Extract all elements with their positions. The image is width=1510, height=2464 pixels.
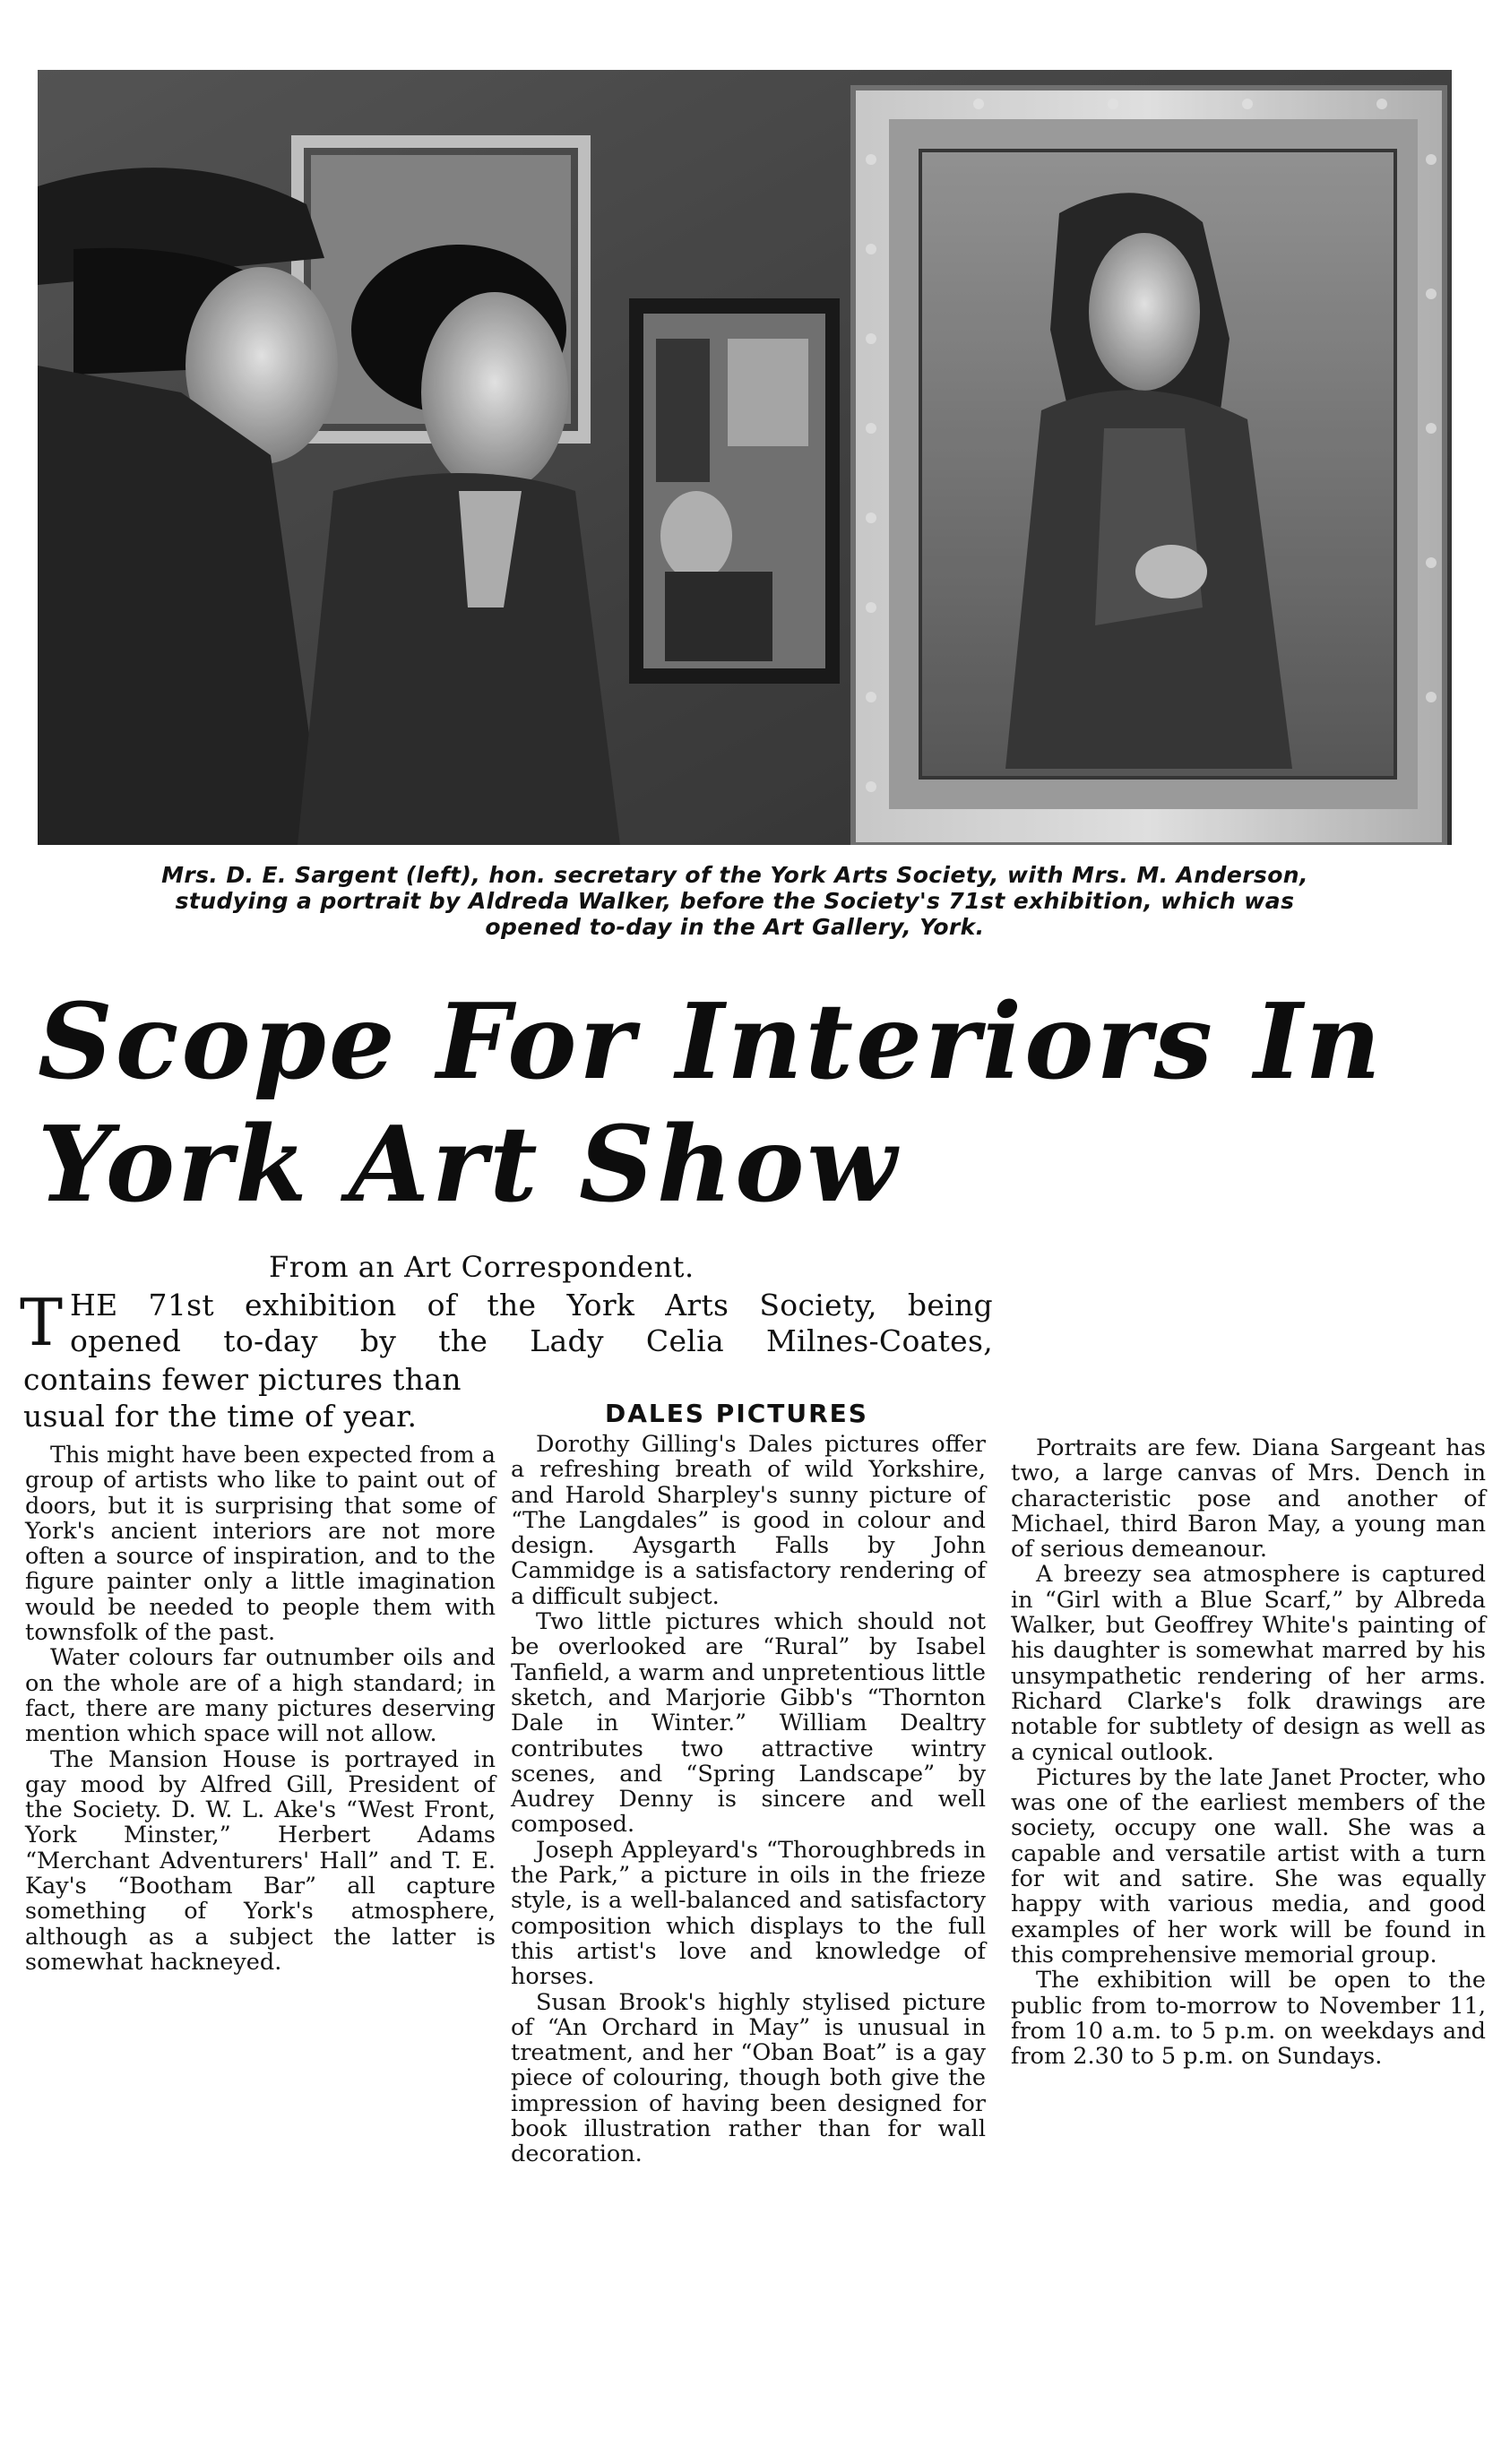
paragraph: Susan Brook's highly stylised picture of “An Orchard in May” is unusual in treatment, and her “Oban Boat” is a gay piece of colouring, though both give the impression of having been designed for book illustration rather than for wall decoration. bbox=[511, 1988, 986, 2168]
intro-line: opened to-day by the Lady Celia Milnes-Coates, bbox=[70, 1323, 993, 1358]
news-photograph bbox=[38, 70, 1452, 845]
caption-line: studying a portrait by Aldreda Walker, before the Society's 71st exhibition, which was bbox=[175, 888, 1295, 914]
intro-line: HE 71st exhibition of the York Arts Society, being bbox=[70, 1288, 993, 1322]
drop-cap: T bbox=[20, 1285, 64, 1360]
text-column-3 bbox=[1011, 1435, 1486, 2069]
headline-line: York Art Show bbox=[38, 1104, 900, 1226]
article-headline bbox=[38, 981, 1471, 1227]
headline-line: Scope For Interiors In bbox=[38, 981, 1384, 1103]
text-column-1 bbox=[25, 1443, 496, 1975]
paragraph: The Mansion House is portrayed in gay mood by Alfred Gill, President of the Society. D. W. L. Ake's “West Front, York Minster,” Herbert Adams “Merchant Adventurers' Hall” and T. E. Kay's “Bootham Bar” all capture something of York's atmosphere, although as a subject the latter is somewhat hackneyed. bbox=[25, 1745, 496, 1976]
section-subhead: DALES PICTURES bbox=[605, 1399, 868, 1428]
paragraph: Two little pictures which should not be overlooked are “Rural” by Isabel Tanfield, a warm and unpretentious little sketch, and Marjorie Gibb's “Thornton Dale in Winter.” William Dealtry contributes two attractive wintry scenes, and “Spring Landscape” by Audrey Denny is sincere and well composed. bbox=[511, 1608, 986, 1839]
paragraph: Water colours far outnumber oils and on the whole are of a high standard; in fact, there are many pictures deserving mention which space will not allow. bbox=[25, 1644, 496, 1748]
intro-line: usual for the time of year. bbox=[23, 1399, 418, 1434]
text-column-2 bbox=[511, 1432, 986, 2167]
photo-caption bbox=[54, 862, 1416, 940]
paragraph: Joseph Appleyard's “Thoroughbreds in the Park,” a picture in oils in the frieze style, is a well-balanced and satisfactory composition which displays to the full this artist's love and knowledge of horses. bbox=[511, 1836, 986, 1991]
paragraph: Portraits are few. Diana Sargeant has two, a large canvas of Mrs. Dench in characteristic pose and another of Michael, third Baron May, a young man of serious demeanour. bbox=[1011, 1434, 1486, 1564]
paragraph: The exhibition will be open to the public from to-morrow to November 11, from 10 a.m. to 5 p.m. on weekdays and from 2.30 to 5 p.m. on Sundays. bbox=[1011, 1967, 1486, 2071]
paragraph: Dorothy Gilling's Dales pictures offer a refreshing breath of wild Yorkshire, and Harold Sharpley's sunny picture of “The Langdales” is good in colour and design. Aysgarth Falls by John Cammidge is a satisfactory rendering of a difficult subject. bbox=[511, 1431, 986, 1610]
intro-line: contains fewer pictures than bbox=[23, 1362, 462, 1397]
paragraph: This might have been expected from a group of artists who like to paint out of doors, but it is surprising that some of York's ancient interiors are not more often a source of inspiration, and to the figure painter only a little imagination would be needed to people them with townsfolk of the past. bbox=[25, 1442, 496, 1647]
article-byline: From an Art Correspondent. bbox=[269, 1250, 695, 1284]
caption-line: Mrs. D. E. Sargent (left), hon. secretary of the York Arts Society, with Mrs. M. Anderson, bbox=[161, 862, 1308, 888]
photograph-icon bbox=[38, 70, 1452, 845]
paragraph: A breezy sea atmosphere is captured in “Girl with a Blue Scarf,” by Albreda Walker, but Geoffrey White's painting of his daughter is somewhat marred by his unsympathetic rendering of her arms. Richard Clarke's folk drawings are notable for subtlety of design as well as a cynical outlook. bbox=[1011, 1561, 1486, 1766]
caption-line: opened to-day in the Art Gallery, York. bbox=[485, 914, 985, 940]
paragraph: Pictures by the late Janet Procter, who was one of the earliest members of the society, occupy one wall. She was a capable and versatile artist with a turn for wit and satire. She was equally happy with various media, and good examples of her work will be found in this comprehensive memorial group. bbox=[1011, 1763, 1486, 1969]
